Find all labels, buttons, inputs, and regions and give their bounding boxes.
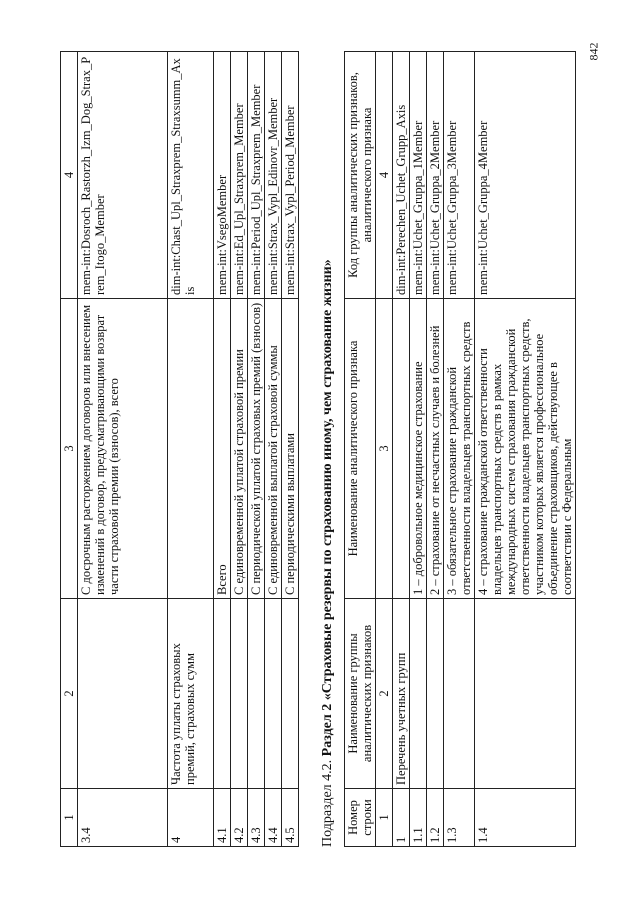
feature-name: С единовременной уплатой страховой премии: [231, 299, 248, 599]
row-number: 4.1: [214, 789, 231, 847]
section-prefix: Подраздел 4.2.: [320, 759, 335, 847]
section-heading: [320, 52, 336, 847]
row-number: 4.2: [231, 789, 248, 847]
header-row: [345, 52, 376, 847]
table-row: [475, 52, 576, 847]
row-number: 1.4: [475, 789, 576, 847]
column-number: 4: [376, 52, 393, 299]
feature-code: mem-int:Uchet_Gruppa_3Member: [444, 52, 475, 299]
feature-code: dim-int:Perechen_Uchet_Grupp_Axis: [393, 52, 410, 299]
column-number: 1: [61, 789, 78, 847]
column-number: 3: [376, 299, 393, 599]
column-number: 2: [61, 599, 78, 789]
column-number-row: [61, 52, 78, 847]
feature-name: 2 – страхование от несчастных случаев и болезней: [427, 299, 444, 599]
group-name: [214, 599, 231, 789]
table-row: [410, 52, 427, 847]
feature-name: [393, 299, 410, 599]
column-number: 4: [61, 52, 78, 299]
header-feature-name: Наименование аналитического признака: [345, 299, 376, 599]
column-number: 2: [376, 599, 393, 789]
feature-name: 1 – добровольное медицинское страхование: [410, 299, 427, 599]
feature-code: mem-int:VsegoMember: [214, 52, 231, 299]
table-row: [393, 52, 410, 847]
header-group-name: Наименование группы аналитических признаков: [345, 599, 376, 789]
feature-name: 4 – страхование гражданской ответственности владельцев транспортных средств в рамках международных систем страхования гражданской ответственности владельцев транспортных средств, участником которых является профессиональное объединение страховщиков, действующее в соответствии с Федеральным: [475, 299, 576, 599]
table-row: [231, 52, 248, 847]
row-number: 1.2: [427, 789, 444, 847]
group-name: [410, 599, 427, 789]
feature-name: С досрочным расторжением договоров или внесением изменений в договор, предусматривающими возврат части страховой премии (взносов), всего: [78, 299, 168, 599]
group-name: Перечень учетных групп: [393, 599, 410, 789]
group-name: [475, 599, 576, 789]
feature-code: mem-int:Uchet_Gruppa_2Member: [427, 52, 444, 299]
column-number: 1: [376, 789, 393, 847]
group-name: [427, 599, 444, 789]
table-row: [168, 52, 214, 847]
row-number: 4.3: [248, 789, 265, 847]
feature-code: mem-int:Strax_Vypl_Period_Member: [282, 52, 299, 299]
table-row: [78, 52, 168, 847]
insurance-reserves-analytic-table: [344, 51, 576, 847]
group-name: [265, 599, 282, 789]
table-row: [248, 52, 265, 847]
table-row: [282, 52, 299, 847]
group-name: [231, 599, 248, 789]
group-name: [444, 599, 475, 789]
rotated-page-content: [60, 40, 620, 850]
feature-name: [168, 299, 214, 599]
group-name: [78, 599, 168, 789]
row-number: 4: [168, 789, 214, 847]
page-number: 842: [586, 42, 601, 61]
table-row: [427, 52, 444, 847]
feature-name: С периодической уплатой страховых премий (взносов): [248, 299, 265, 599]
table-row: [444, 52, 475, 847]
header-code: Код группы аналитических признаков, аналитического признака: [345, 52, 376, 299]
row-number: 1.3: [444, 789, 475, 847]
feature-name: Всего: [214, 299, 231, 599]
column-number-row: [376, 52, 393, 847]
header-row-number: Номер строки: [345, 789, 376, 847]
row-number: 1.1: [410, 789, 427, 847]
feature-code: mem-int:Uchet_Gruppa_1Member: [410, 52, 427, 299]
group-name: Частота уплаты страховых премий, страховых сумм: [168, 599, 214, 789]
feature-name: С периодическими выплатами: [282, 299, 299, 599]
column-number: 3: [61, 299, 78, 599]
feature-code: mem-int:Strax_Vypl_Edinovr_Member: [265, 52, 282, 299]
feature-code: mem-int:Uchet_Gruppa_4Member: [475, 52, 576, 299]
feature-code: mem-int:Period_Upl_Straxprem_Member: [248, 52, 265, 299]
table-row: [214, 52, 231, 847]
section-title: Раздел 2 «Страховые резервы по страхованию иному, чем страхование жизни»: [320, 259, 335, 757]
feature-code: mem-int:Ed_Upl_Straxprem_Member: [231, 52, 248, 299]
feature-code: dim-int:Chast_Upl_Straxprem_Straxsumm_Axis: [168, 52, 214, 299]
feature-name: С единовременной выплатой страховой суммы: [265, 299, 282, 599]
table-row: [265, 52, 282, 847]
analytic-features-table-continued: [60, 51, 299, 847]
group-name: [248, 599, 265, 789]
row-number: 3.4: [78, 789, 168, 847]
group-name: [282, 599, 299, 789]
feature-name: 3 – обязательное страхование гражданской ответственности владельцев транспортных средств: [444, 299, 475, 599]
row-number: 1: [393, 789, 410, 847]
row-number: 4.5: [282, 789, 299, 847]
row-number: 4.4: [265, 789, 282, 847]
feature-code: mem-int:Dosroch_Rastorzh_Izm_Dog_Strax_Prem_Itogo_Member: [78, 52, 168, 299]
